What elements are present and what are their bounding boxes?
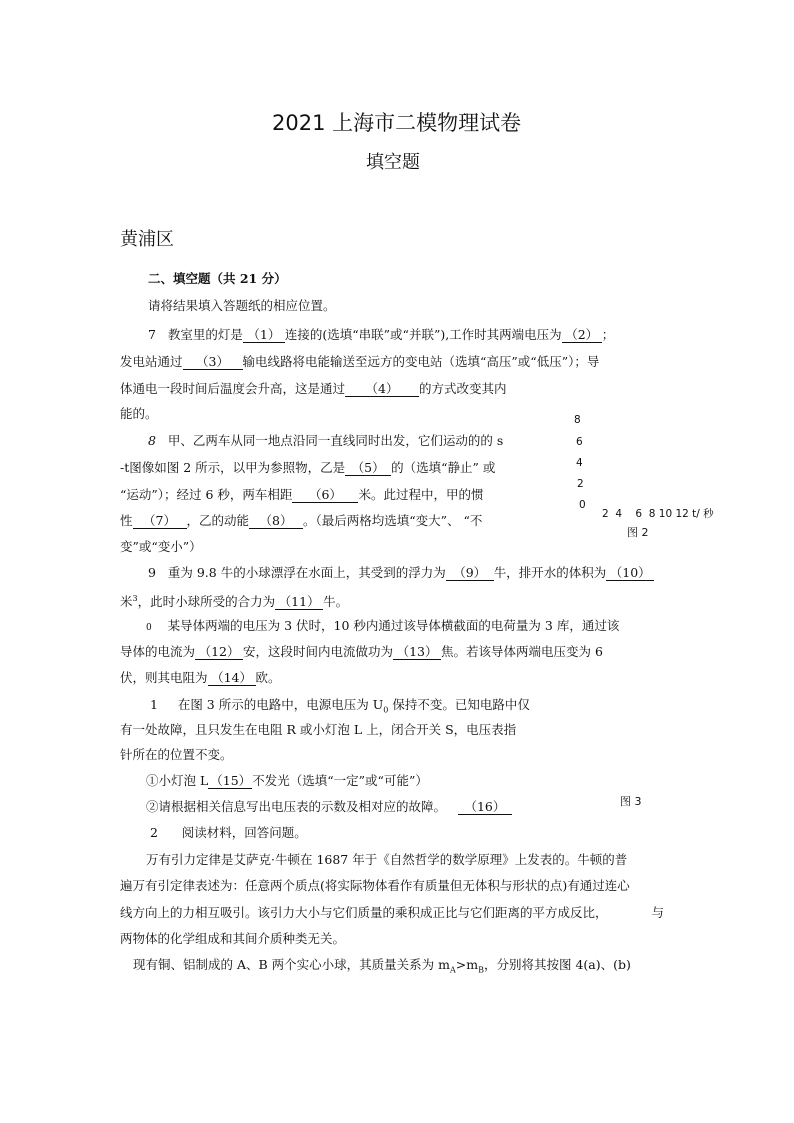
- blank-12[interactable]: （12）: [195, 644, 243, 660]
- section-instruction: 请将结果填入答题纸的相应位置。: [148, 298, 336, 313]
- fig2-caption: 图 2: [627, 526, 649, 539]
- q11-part-1: [146, 773, 428, 789]
- blank-1[interactable]: （1）: [243, 327, 285, 343]
- fig2-y-tick: 4: [576, 457, 583, 469]
- q12-para-1: 万有引力定律是艾萨克·牛顿在 1687 年于《自然哲学的数学原理》上发表的。牛顿的普: [146, 852, 628, 867]
- q11-text: 在图 3 所示的电路中，电源电压为 U: [177, 697, 384, 712]
- q12-para-4: 两物体的化学组成和其间介质种类无关。: [120, 931, 346, 946]
- q10-text: 焦。若该导体两端电压变为 6: [441, 644, 603, 659]
- q12-text: 阅读材料，回答问题。: [181, 825, 307, 840]
- blank-16[interactable]: （16）: [458, 799, 512, 815]
- q7-text: 发电站通过: [120, 354, 183, 369]
- blank-9[interactable]: （9）: [446, 565, 494, 581]
- q12-para-2: 遍万有引定律表述为：任意两个质点(将实际物体看作有质量但无体积与形状的点)有通过连心: [120, 878, 630, 893]
- q10-text: 导体的电流为: [120, 644, 196, 659]
- q10-line-1: [146, 618, 619, 636]
- q11-part-2: [146, 799, 512, 815]
- blank-15[interactable]: （15）: [210, 773, 252, 788]
- q7-line-1: [148, 327, 614, 343]
- q12-text: >m: [455, 957, 479, 972]
- q8-text: 。（最后两格均选填“变大”、 “不: [303, 513, 483, 528]
- q11-text: ①小灯泡 L: [146, 773, 209, 788]
- fig3-caption: 图 3: [620, 795, 642, 808]
- q10-line-2: [120, 644, 603, 660]
- q9-text: 牛，排开水的体积为: [493, 565, 607, 580]
- q12-text: 线方向上的力相互吸引。该引力大小与它们质量的乘积成正比与它们距离的平方成反比，: [120, 905, 608, 920]
- q8-text: ，乙的动能: [186, 513, 250, 528]
- page-title: 2021 上海市二模物理试卷: [272, 111, 522, 135]
- section-heading: 二、填空题（共 21 分）: [148, 271, 287, 286]
- fig2-y-tick: 0: [579, 499, 586, 511]
- q10-text: 伏，则其电阻为: [120, 670, 208, 685]
- q11-number: 1: [150, 697, 158, 712]
- q7-text: 体通电一段时间后温度会升高，这是通过: [120, 381, 346, 396]
- q9-text: 牛。: [323, 594, 349, 610]
- blank-14[interactable]: （14）: [208, 670, 256, 686]
- q9-superscript: 3: [132, 594, 138, 603]
- q11-text: 保持不变。已知电路中仅: [388, 697, 530, 712]
- q12-subscript: A: [450, 965, 456, 975]
- q12-text: ，分别将其按图 4(a)、(b): [484, 957, 631, 972]
- q8-number: 8: [148, 433, 156, 448]
- q7-line-2: [120, 354, 599, 370]
- blank-2[interactable]: （2）: [562, 327, 602, 343]
- q8-text: 米。此过程中，甲的惯: [358, 487, 484, 502]
- q8-text: -t图像如图 2 所示，以甲为参照物，乙是: [120, 460, 346, 475]
- blank-6[interactable]: （6）: [292, 487, 358, 503]
- page-subtitle: 填空题: [366, 152, 420, 173]
- q8-line-2: [120, 460, 495, 476]
- blank-13[interactable]: （13）: [393, 644, 441, 660]
- q12-subscript: B: [478, 965, 484, 975]
- q12-text: 现有铜、铝制成的 A、B 两个实心小球，其质量关系为 m: [133, 957, 450, 972]
- q10-number: 0: [146, 623, 152, 633]
- q8-text: 性: [120, 513, 133, 528]
- q8-line-4: [120, 513, 482, 529]
- q8-line-3: [120, 487, 483, 503]
- blank-7[interactable]: （7）: [133, 513, 187, 529]
- q8-line-1: [148, 433, 503, 449]
- q10-text: 某导体两端的电压为 3 伏时，10 秒内通过该导体横截面的电荷量为 3 库，通过该: [167, 618, 620, 633]
- q9-text: 米: [120, 594, 133, 610]
- q12-text: 与: [651, 905, 665, 920]
- fig2-y-tick: 8: [574, 414, 581, 426]
- blank-8[interactable]: （8）: [249, 513, 303, 529]
- q8-text: 甲、乙两车从同一地点沿同一直线同时出发，它们运动的的 s: [167, 433, 504, 448]
- q9-line-1: [148, 565, 654, 581]
- q7-text: 教室里的灯是: [167, 327, 243, 342]
- q7-line-3: [120, 381, 507, 397]
- q7-number: 7: [148, 327, 156, 342]
- q9-line-2: [120, 591, 348, 610]
- q8-text: 的（选填“静止” 或: [391, 460, 496, 475]
- q11-text: ②请根据相关信息写出电压表的示数及相对应的故障。: [146, 799, 447, 814]
- q12-number: 2: [150, 825, 158, 840]
- q7-text: ；: [601, 327, 615, 342]
- q10-text: 安，这段时间内电流做功为: [243, 644, 394, 659]
- q11-line-3: 针所在的位置不变。: [120, 747, 233, 762]
- q10-line-3: [120, 670, 281, 686]
- blank-11[interactable]: （11）: [275, 594, 323, 610]
- q7-text: 输电线路将电能输送至远方的变电站（选填“高压”或“低压”）；导: [242, 354, 600, 369]
- q8-line-5: 变”或“变小”）: [120, 539, 202, 554]
- q11-line-2: 有一处故障，且只发生在电阻 R 或小灯泡 L 上，闭合开关 S，电压表指: [120, 722, 517, 737]
- q12-para-5: [133, 957, 631, 979]
- q10-text: 欧。: [255, 670, 281, 685]
- q12-para-3: [120, 905, 664, 921]
- blank-5[interactable]: （5）: [345, 460, 391, 476]
- q7-text: 的方式改变其内: [419, 381, 507, 396]
- fig2-y-tick: 6: [576, 436, 583, 448]
- q8-text: “运动”）；经过 6 秒，两车相距: [120, 487, 293, 502]
- q11-subscript: 0: [383, 705, 389, 715]
- q11-text: 不发光（选填“一定”或“可能”）: [252, 773, 428, 788]
- q9-text: ，此时小球所受的合力为: [137, 594, 276, 610]
- fig2-x-ticks: 2 4 6 8 10 12 t/ 秒: [602, 508, 714, 520]
- q11-line-1: [150, 697, 530, 719]
- q9-number: 9: [148, 565, 156, 580]
- q12-line-1: [150, 825, 307, 841]
- q7-line-4: 能的。: [120, 406, 158, 421]
- blank-3[interactable]: （3）: [183, 354, 243, 370]
- district-heading: 黄浦区: [120, 229, 174, 250]
- q7-text: 连接的(选填“串联”或“并联”),工作时其两端电压为: [284, 327, 562, 342]
- blank-10[interactable]: （10）: [606, 565, 654, 581]
- fig2-y-tick: 2: [577, 478, 584, 490]
- blank-4[interactable]: （4）: [345, 381, 419, 397]
- q9-text: 重为 9.8 牛的小球漂浮在水面上，其受到的浮力为: [167, 565, 446, 580]
